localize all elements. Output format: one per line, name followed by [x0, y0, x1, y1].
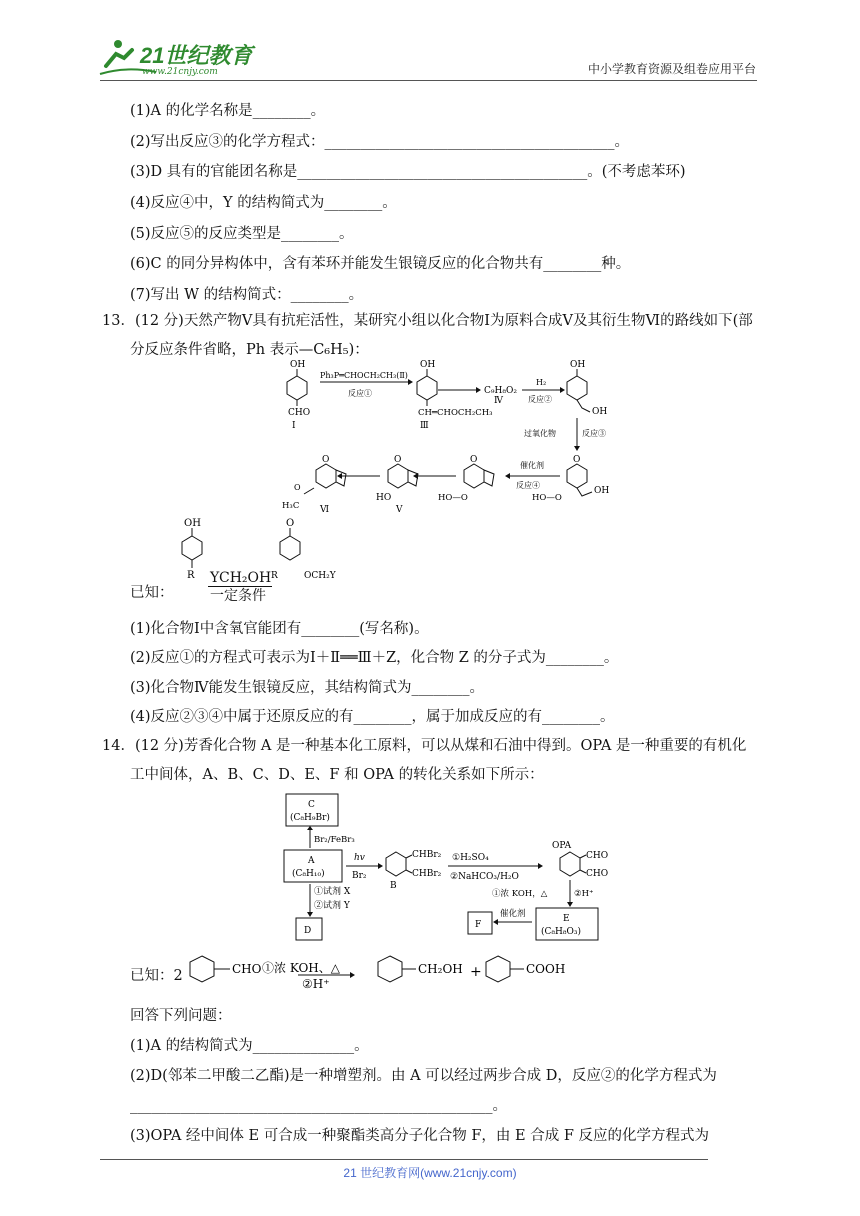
svg-text:OH: OH — [420, 360, 436, 370]
svg-text:+: + — [470, 964, 482, 980]
arrow-to-VI — [337, 473, 380, 479]
site-logo[interactable] — [96, 36, 266, 78]
svg-text:B: B — [390, 881, 397, 891]
q14-q3: (3)OPA 经中间体 E 可合成一种聚酯类高分子化合物 F，由 E 合成 F 反应的化学方程式为 — [130, 1128, 709, 1144]
q14-stem-1: 14．(12 分)芳香化合物 A 是一种基本化工原料，可以从煤和石油中得到。OPA 是一种重要的有机化 — [102, 738, 747, 754]
compound-III — [417, 360, 493, 431]
arrow-to-IV — [438, 386, 517, 406]
q12-line-6: (6)C 的同分异构体中，含有苯环并能发生银镜反应的化合物共有________种。 — [130, 256, 631, 272]
svg-text:C₉H₈O₂: C₉H₈O₂ — [484, 386, 517, 396]
svg-text:②H⁺: ②H⁺ — [574, 889, 594, 899]
logo-url: www.21cnjy.com — [142, 67, 218, 77]
q12-line-5: (5)反应⑤的反应类型是________。 — [130, 226, 354, 242]
known-condition: 一定条件 — [210, 588, 266, 604]
q14-known-label: 已知：2 — [130, 968, 183, 984]
svg-text:②NaHCO₃/H₂O: ②NaHCO₃/H₂O — [450, 872, 519, 882]
compound-I — [287, 360, 310, 431]
svg-text:R: R — [187, 570, 195, 581]
q13-q2: (2)反应①的方程式可表示为Ⅰ＋Ⅱ══Ⅲ＋Z，化合物 Z 的分子式为________。 — [130, 650, 619, 666]
known-reactant — [182, 518, 202, 581]
svg-text:Br₂/FeBr₃: Br₂/FeBr₃ — [314, 835, 355, 845]
svg-text:O: O — [394, 455, 402, 465]
svg-text:CHO: CHO — [586, 851, 609, 861]
known-reagent: YCH₂OH — [210, 570, 272, 586]
svg-text:F: F — [475, 920, 482, 930]
svg-text:OH: OH — [184, 518, 201, 529]
q14-known-scheme — [180, 952, 580, 992]
svg-text:HO—O: HO—O — [532, 493, 562, 503]
svg-text:反应①: 反应① — [348, 389, 372, 398]
arrow-A-to-C — [307, 826, 355, 848]
compound-after-2 — [567, 360, 607, 417]
svg-text:COOH: COOH — [526, 962, 566, 976]
q13-known-label: 已知： — [130, 585, 174, 601]
svg-text:过氧化物: 过氧化物 — [524, 429, 556, 438]
svg-text:OH: OH — [570, 360, 586, 370]
svg-text:OCH₂Y: OCH₂Y — [304, 571, 336, 581]
q12-line-2: (2)写出反应③的化学方程式：________________________________________。 — [130, 134, 630, 150]
compound-after-4 — [438, 455, 494, 503]
arrow-to-V — [413, 473, 456, 479]
svg-text:①浓 KOH，△: ①浓 KOH，△ — [492, 889, 548, 899]
svg-text:E: E — [563, 914, 570, 924]
q14-scheme — [280, 792, 620, 944]
svg-text:A: A — [308, 856, 315, 866]
svg-text:Ⅵ: Ⅵ — [320, 505, 330, 515]
svg-text:Ph₃P═CHOCH₂CH₃(Ⅱ): Ph₃P═CHOCH₂CH₃(Ⅱ) — [320, 371, 408, 380]
svg-text:CH₂OH: CH₂OH — [418, 962, 463, 976]
svg-text:OH: OH — [594, 486, 610, 496]
svg-text:②H⁺: ②H⁺ — [302, 977, 330, 991]
q12-line-3: (3)D 具有的官能团名称是________________________________________。(不考虑苯环) — [130, 164, 686, 180]
compound-VI — [282, 455, 346, 515]
footer-divider — [100, 1159, 708, 1160]
arrow-reaction-1 — [320, 371, 413, 398]
runner-logo-icon — [96, 36, 266, 78]
svg-text:C: C — [308, 800, 315, 810]
svg-text:①试剂 X: ①试剂 X — [314, 887, 351, 897]
box-F — [468, 912, 492, 934]
svg-text:催化剂: 催化剂 — [500, 909, 526, 919]
svg-text:Br₂: Br₂ — [352, 871, 367, 881]
arrow-reaction-4 — [505, 460, 560, 490]
arrow-A-to-B — [346, 853, 383, 881]
arrow-B-to-OPA — [448, 853, 543, 882]
svg-text:①H₂SO₄: ①H₂SO₄ — [452, 853, 489, 863]
svg-text:反应③: 反应③ — [582, 429, 606, 438]
svg-text:Ⅳ: Ⅳ — [494, 396, 503, 406]
q12-line-1: (1)A 的化学名称是________。 — [130, 103, 326, 119]
q13-q4: (4)反应②③④中属于还原反应的有________，属于加成反应的有________。 — [130, 709, 615, 725]
header-platform-text: 中小学教育资源及组卷应用平台 — [587, 62, 756, 76]
svg-text:D: D — [304, 926, 312, 936]
compound-V — [376, 455, 418, 515]
svg-text:OPA: OPA — [552, 841, 572, 851]
box-A — [284, 850, 342, 882]
svg-text:hv: hv — [354, 853, 365, 863]
box-D — [296, 918, 322, 940]
q13-stem-2: 分反应条件省略，Ph 表示—C₆H₅)： — [130, 342, 369, 358]
q14-stem-2: 工中间体，A、B、C、D、E、F 和 OPA 的转化关系如下所示： — [130, 767, 544, 783]
svg-text:反应④: 反应④ — [516, 481, 540, 490]
q13-q3: (3)化合物Ⅳ能发生银镜反应，其结构简式为________。 — [130, 680, 485, 696]
q14-q2-blank: __________________________________________________。 — [130, 1098, 507, 1114]
svg-text:H₂: H₂ — [536, 378, 547, 387]
svg-text:①浓 KOH、△: ①浓 KOH、△ — [262, 961, 340, 975]
q13-synthesis-scheme — [270, 358, 630, 518]
arrow-E-to-F — [493, 908, 532, 925]
arrow-reaction-3 — [524, 418, 606, 451]
q13-q1: (1)化合物Ⅰ中含氧官能团有________(写名称)。 — [130, 621, 429, 637]
header-divider — [100, 80, 757, 81]
q14-q1: (1)A 的结构简式为______________。 — [130, 1038, 369, 1054]
svg-text:O: O — [470, 455, 478, 465]
q12-line-7: (7)写出 W 的结构简式：________。 — [130, 287, 364, 303]
svg-text:CHO: CHO — [288, 408, 311, 418]
svg-text:CHBr₂: CHBr₂ — [412, 869, 442, 879]
svg-text:Ⅴ: Ⅴ — [396, 505, 403, 515]
logo-text: 21世纪教育 — [140, 43, 253, 68]
arrow-reaction-2 — [522, 378, 565, 404]
svg-text:(C₈H₈O₃): (C₈H₈O₃) — [541, 927, 581, 937]
q14-answer-intro: 回答下列问题： — [130, 1008, 232, 1024]
q13-known-scheme — [168, 514, 368, 606]
svg-text:Ⅰ: Ⅰ — [292, 421, 296, 431]
q14-q2: (2)D(邻苯二甲酸二乙酯)是一种增塑剂。由 A 可以经过两步合成 D，反应②的化学方程式为 — [130, 1068, 717, 1084]
svg-text:Ⅲ: Ⅲ — [420, 421, 429, 431]
svg-text:CH═CHOCH₂CH₃: CH═CHOCH₂CH₃ — [418, 408, 493, 418]
arrow-OPA-to-E — [492, 880, 594, 907]
box-C — [286, 794, 338, 826]
known-product — [271, 518, 337, 581]
known-arrow — [208, 586, 272, 587]
svg-text:HO—O: HO—O — [438, 493, 468, 503]
compound-B — [386, 850, 442, 891]
svg-text:(C₈H₉Br): (C₈H₉Br) — [290, 813, 330, 823]
q13-stem-1: 13．(12 分)天然产物Ⅴ具有抗疟活性，某研究小组以化合物Ⅰ为原料合成Ⅴ及其衍生物Ⅵ的路线如下(部 — [102, 313, 753, 329]
svg-text:O: O — [322, 455, 330, 465]
box-E — [536, 908, 598, 940]
footer-link[interactable]: 21 世纪教育网(www.21cnjy.com) — [343, 1166, 517, 1180]
svg-text:HO: HO — [376, 493, 392, 503]
q12-line-4: (4)反应④中，Y 的结构简式为________。 — [130, 195, 397, 211]
svg-text:催化剂: 催化剂 — [520, 461, 544, 470]
svg-text:OH: OH — [290, 360, 306, 370]
svg-text:CHO: CHO — [586, 869, 609, 879]
svg-text:OH: OH — [592, 407, 608, 417]
compound-OPA — [552, 841, 608, 879]
svg-text:O: O — [286, 518, 295, 529]
svg-text:反应②: 反应② — [528, 395, 552, 404]
arrow-A-to-D — [307, 884, 351, 917]
svg-text:CHO: CHO — [232, 962, 262, 976]
svg-text:R: R — [271, 571, 278, 581]
svg-text:(C₈H₁₀): (C₈H₁₀) — [292, 869, 325, 879]
svg-text:O: O — [573, 455, 581, 465]
svg-text:O: O — [294, 483, 301, 492]
svg-text:H₃C: H₃C — [282, 501, 300, 511]
svg-text:CHBr₂: CHBr₂ — [412, 850, 442, 860]
svg-text:②试剂 Y: ②试剂 Y — [314, 901, 350, 911]
